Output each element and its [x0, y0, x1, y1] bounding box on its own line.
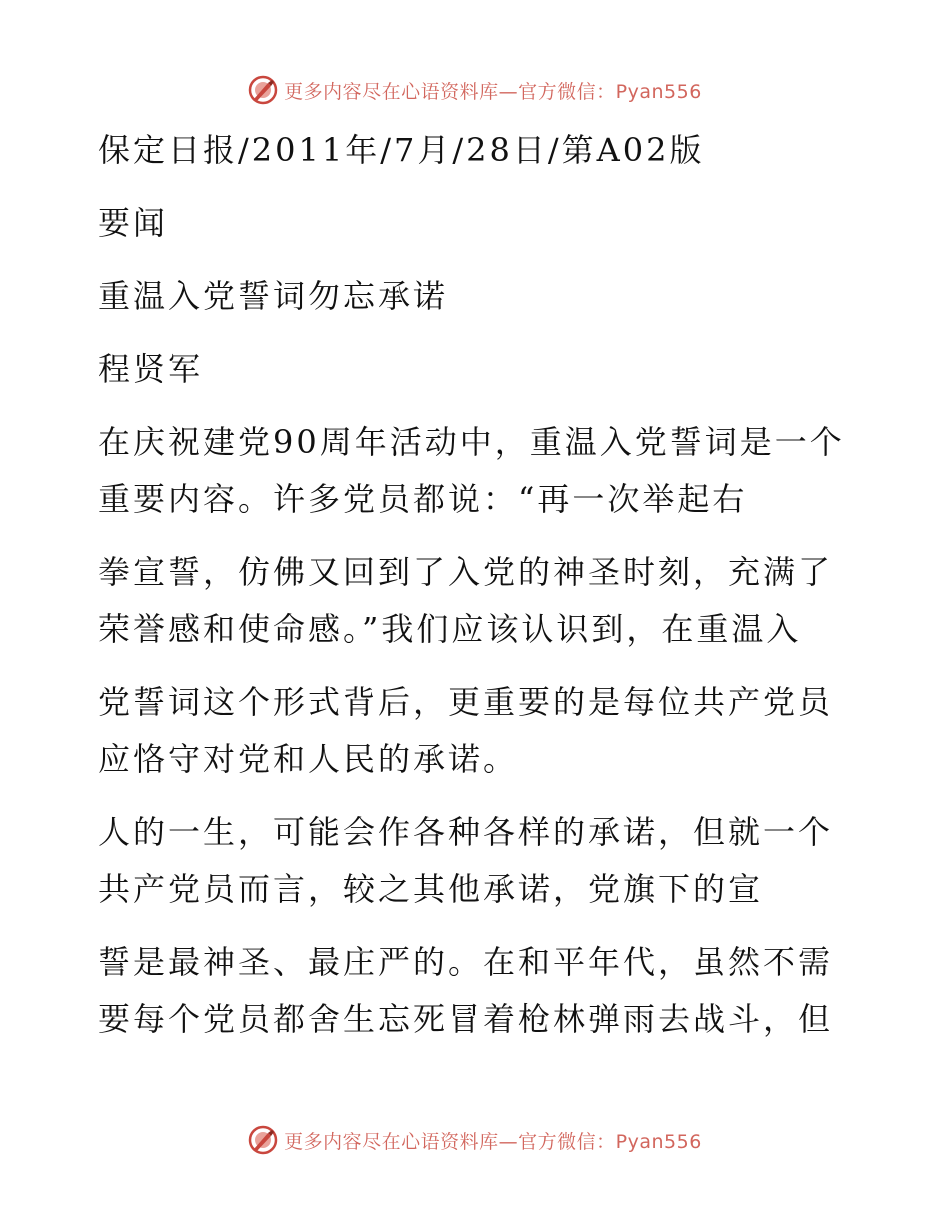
paragraph-line: 要每个党员都舍生忘死冒着枪林弹雨去战斗，但: [98, 1000, 834, 1038]
paragraph: [98, 814, 858, 1037]
source-line: 保定日报/2011年/7月/28日/第A02版: [98, 131, 705, 169]
author-name: 程贤军: [98, 350, 204, 388]
paragraph-line: 共产党员而言，较之其他承诺，党旗下的宣: [98, 870, 764, 908]
paragraph-line: 应恪守对党和人民的承诺。: [98, 740, 519, 778]
header-banner: [0, 70, 950, 110]
pen-logo-icon: [248, 1125, 278, 1155]
pen-logo-icon: [248, 75, 278, 105]
document-body: [98, 122, 858, 1037]
footer-banner: [0, 1120, 950, 1160]
banner-text: 更多内容尽在心语资料库—官方微信：Pyan556: [284, 80, 702, 103]
paragraph-line: 在庆祝建党90周年活动中，重温入党誓词是一个: [98, 423, 845, 461]
paragraph-line: 重要内容。许多党员都说：“再一次举起右: [98, 480, 748, 518]
section-label: 要闻: [98, 204, 169, 242]
paragraph: [98, 424, 858, 777]
paragraph-line: 人的一生，可能会作各种各样的承诺，但就一个: [98, 813, 834, 851]
paragraph-line: 誓是最神圣、最庄严的。在和平年代，虽然不需: [98, 943, 834, 981]
banner-text: 更多内容尽在心语资料库—官方微信：Pyan556: [284, 1130, 702, 1153]
paragraph-line: 党誓词这个形式背后，更重要的是每位共产党员: [98, 683, 834, 721]
paragraph-line: 拳宣誓，仿佛又回到了入党的神圣时刻，充满了: [98, 553, 834, 591]
paragraph-line: 荣誉感和使命感。”我们应该认识到，在重温入: [98, 610, 802, 648]
article-title: 重温入党誓词勿忘承诺: [98, 277, 449, 315]
